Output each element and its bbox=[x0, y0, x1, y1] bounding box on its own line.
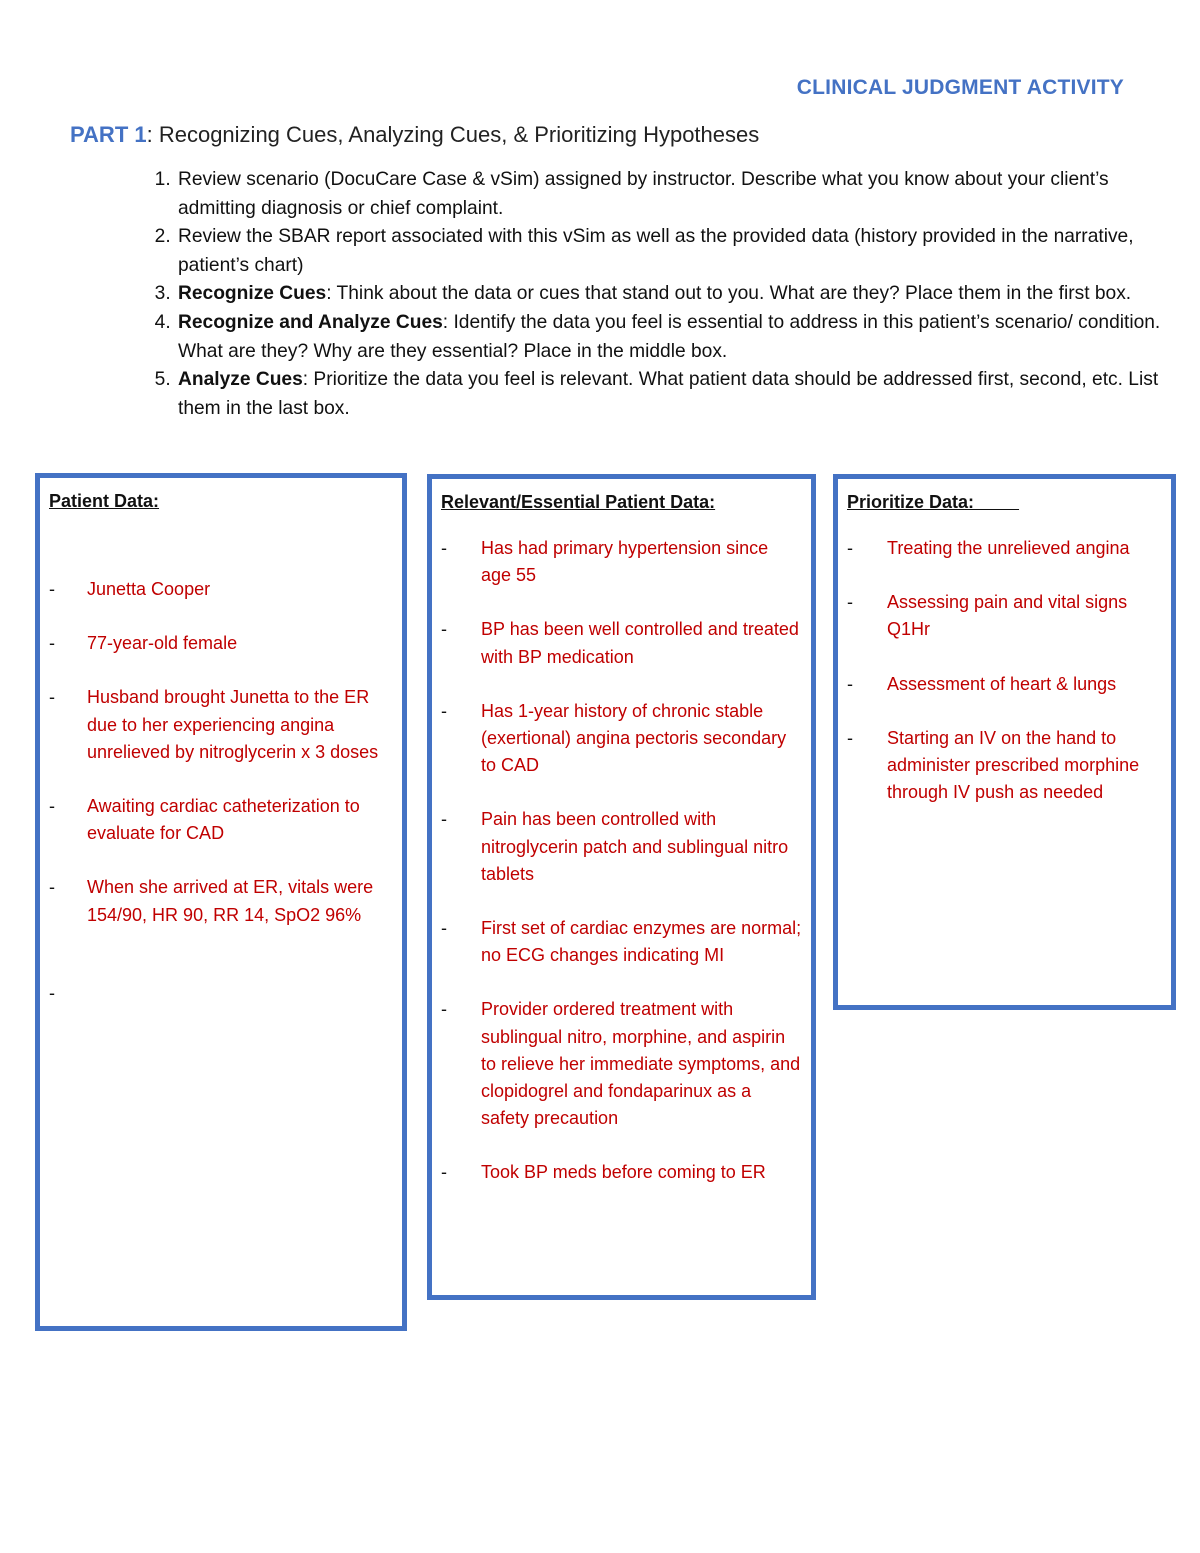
instruction-item bbox=[176, 223, 1166, 280]
prioritize-data-list bbox=[847, 535, 1163, 833]
instruction-text: : Prioritize the data you feel is relevant. What patient data should be addressed first, second, etc. List them in the last box. bbox=[178, 369, 1159, 419]
relevant-data-list bbox=[441, 535, 803, 1214]
patient-data-box bbox=[35, 473, 407, 1331]
bullet-dash: - bbox=[441, 809, 447, 830]
list-item bbox=[441, 1159, 803, 1186]
bullet-dash: - bbox=[441, 619, 447, 640]
bullet-dash: - bbox=[441, 918, 447, 939]
instruction-item bbox=[176, 309, 1166, 366]
bullet-dash: - bbox=[441, 1162, 447, 1183]
list-item-text: Assessment of heart & lungs bbox=[887, 673, 1117, 694]
bullet-dash: - bbox=[847, 538, 853, 558]
instruction-bold: Recognize Cues bbox=[178, 283, 327, 305]
list-item bbox=[441, 806, 803, 888]
instruction-text: Review scenario (DocuCare Case & vSim) assigned by instructor. Describe what you know about your client’s admitting diagnosis or chief complaint. bbox=[178, 169, 1109, 219]
instruction-text: Review the SBAR report associated with this vSim as well as the provided data (history provided in the narrative, patient’s chart) bbox=[178, 226, 1134, 276]
list-item-text: Provider ordered treatment with sublingual nitro, morphine, and aspirin to relieve her immediate symptoms, and clopidogrel and fondaparinux as a safety precaution bbox=[481, 999, 801, 1129]
bullet-dash: - bbox=[49, 579, 55, 599]
instruction-text: : Think about the data or cues that stand out to you. What are they? Place them in the first box. bbox=[326, 283, 1132, 305]
list-item bbox=[49, 630, 394, 657]
bullet-dash: - bbox=[49, 687, 55, 708]
bullet-dash: - bbox=[441, 538, 447, 558]
list-item-text: 77-year-old female bbox=[87, 633, 238, 654]
list-item-text: Assessing pain and vital signs Q1Hr bbox=[887, 592, 1128, 640]
bullet-dash: - bbox=[441, 700, 447, 721]
list-item bbox=[847, 535, 1163, 562]
list-item bbox=[49, 684, 394, 766]
list-item-text: Junetta Cooper bbox=[87, 579, 211, 599]
bullet-dash: - bbox=[847, 727, 853, 748]
list-item-text: Treating the unrelieved angina bbox=[887, 538, 1130, 558]
list-item bbox=[49, 793, 394, 847]
bullet-dash: - bbox=[441, 999, 447, 1020]
prioritize-data-title: Prioritize Data: bbox=[847, 492, 1020, 512]
document-header: CLINICAL JUDGMENT ACTIVITY bbox=[796, 76, 1124, 99]
list-item-text: Pain has been controlled with nitroglycerin patch and sublingual nitro tablets bbox=[481, 809, 789, 884]
list-item-text: Starting an IV on the hand to administer prescribed morphine through IV push as needed bbox=[887, 727, 1140, 803]
instruction-list bbox=[134, 166, 1166, 423]
list-item bbox=[49, 576, 394, 603]
list-item bbox=[441, 996, 803, 1132]
prioritize-data-box bbox=[833, 474, 1176, 1010]
instruction-text: : Identify the data you feel is essential to address in this patient’s scenario/ condition. What are they? Why are they essential? Place in the middle box. bbox=[178, 311, 1161, 362]
list-item bbox=[847, 725, 1163, 807]
relevant-data-title: Relevant/Essential Patient Data: bbox=[441, 492, 716, 512]
instruction-item bbox=[176, 166, 1166, 223]
list-item-text: BP has been well controlled and treated with BP medication bbox=[481, 619, 799, 667]
list-item bbox=[847, 589, 1163, 643]
list-item bbox=[441, 535, 803, 589]
list-item-text: Has had primary hypertension since age 55 bbox=[481, 538, 769, 586]
list-item bbox=[847, 671, 1163, 698]
patient-data-list bbox=[49, 576, 394, 929]
bullet-dash: - bbox=[49, 633, 55, 654]
list-item-text: Took BP meds before coming to ER bbox=[481, 1162, 766, 1183]
list-item-text: When she arrived at ER, vitals were 154/90, HR 90, RR 14, SpO2 96% bbox=[87, 877, 374, 925]
relevant-data-box bbox=[427, 474, 816, 1300]
list-item bbox=[441, 616, 803, 670]
instruction-item bbox=[176, 280, 1166, 309]
bullet-dash: - bbox=[847, 673, 853, 694]
instruction-bold: Analyze Cues bbox=[178, 369, 303, 391]
list-item-text: First set of cardiac enzymes are normal; no ECG changes indicating MI bbox=[481, 918, 802, 966]
list-item bbox=[49, 874, 394, 928]
part-label: PART 1 bbox=[70, 122, 147, 147]
list-item-text: Awaiting cardiac catheterization to evaluate for CAD bbox=[87, 796, 360, 844]
part-subtitle: : Recognizing Cues, Analyzing Cues, & Prioritizing Hypotheses bbox=[146, 122, 760, 147]
instruction-item bbox=[176, 366, 1166, 423]
instruction-bold: Recognize and Analyze Cues bbox=[178, 311, 443, 333]
trailing-bullet-dash: - bbox=[49, 983, 55, 1003]
list-item-text: Husband brought Junetta to the ER due to her experiencing angina unrelieved by nitroglycerin x 3 doses bbox=[87, 687, 379, 762]
list-item-text: Has 1-year history of chronic stable (exertional) angina pectoris secondary to CAD bbox=[481, 700, 787, 776]
list-item bbox=[441, 698, 803, 780]
list-item bbox=[441, 915, 803, 969]
bullet-dash: - bbox=[49, 796, 55, 817]
bullet-dash: - bbox=[847, 592, 853, 613]
patient-data-title: Patient Data: bbox=[49, 491, 160, 511]
part-title bbox=[70, 122, 759, 148]
bullet-dash: - bbox=[49, 877, 55, 898]
